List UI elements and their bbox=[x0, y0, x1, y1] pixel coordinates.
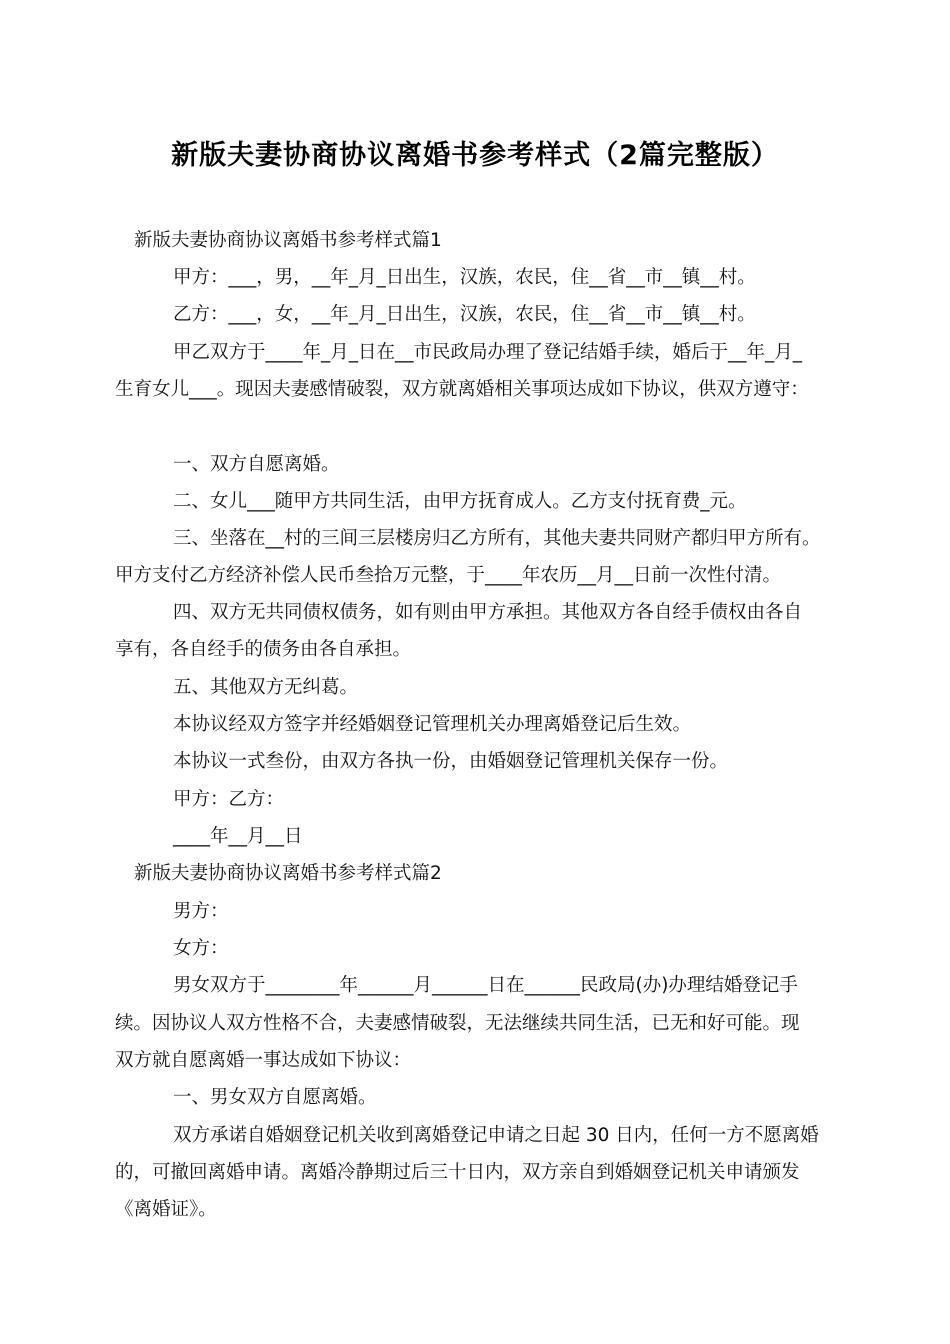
document-title: 新版夫妻协商协议离婚书参考样式（2篇完整版） bbox=[171, 140, 779, 171]
clause-4-cont: 享有，各自经手的债务由各自承担。 bbox=[115, 639, 412, 660]
party-b-line: 乙方：___，女，__年_月_日出生，汉族，农民，住__省__市__镇__村。 bbox=[173, 304, 756, 325]
paragraph-line: 《离婚证》。 bbox=[115, 1199, 217, 1220]
female-party-line: 女方： bbox=[173, 938, 229, 959]
clause-1-part-2: 一、男女双方自愿离婚。 bbox=[173, 1087, 377, 1108]
paragraph-line: 的，可撤回离婚申请。离婚冷静期过后三十日内，双方亲自到婚姻登记机关申请颁发 bbox=[115, 1162, 800, 1183]
paragraph-line: 男女双方于________年______月______日在______民政局(办)办理结婚登记手 bbox=[173, 975, 798, 996]
clause-4: 四、双方无共同债权债务，如有则由甲方承担。其他双方各自经手债权由各自 bbox=[173, 602, 803, 623]
paragraph-line: 续。因协议人双方性格不合，夫妻感情破裂，无法继续共同生活，已无和好可能。现 bbox=[115, 1013, 800, 1034]
signature-line: 甲方：乙方： bbox=[173, 789, 285, 810]
clause-1: 一、双方自愿离婚。 bbox=[173, 454, 340, 475]
clause-2: 二、女儿___随甲方共同生活，由甲方抚育成人。乙方支付抚育费_元。 bbox=[173, 491, 747, 512]
paragraph-line: 双方承诺自婚姻登记机关收到离婚登记申请之日起 30 日内，任何一方不愿离婚 bbox=[173, 1125, 819, 1146]
effect-clause: 本协议经双方签字并经婚姻登记管理机关办理离婚登记后生效。 bbox=[173, 714, 692, 735]
clause-5: 五、其他双方无纠葛。 bbox=[173, 677, 359, 698]
section-heading-1: 新版夫妻协商协议离婚书参考样式篇1 bbox=[134, 230, 442, 251]
party-a-line: 甲方：___，男，__年_月_日出生，汉族，农民，住__省__市__镇__村。 bbox=[173, 267, 756, 288]
clause-3: 三、坐落在__村的三间三层楼房归乙方所有，其他夫妻共同财产都归甲方所有。 bbox=[173, 528, 821, 549]
male-party-line: 男方： bbox=[173, 901, 229, 922]
paragraph-line: 生育女儿___。现因夫妻感情破裂，双方就离婚相关事项达成如下协议，供双方遵守： bbox=[115, 379, 809, 400]
paragraph-line: 甲乙双方于____年_月_日在__市民政局办理了登记结婚手续，婚后于__年_月_ bbox=[173, 342, 803, 363]
section-heading-2: 新版夫妻协商协议离婚书参考样式篇2 bbox=[134, 863, 442, 884]
date-line: ____年__月__日 bbox=[173, 826, 303, 847]
clause-3-cont: 甲方支付乙方经济补偿人民币叁拾万元整，于____年农历__月__日前一次性付清。 bbox=[115, 565, 782, 586]
paragraph-line: 双方就自愿离婚一事达成如下协议： bbox=[115, 1050, 412, 1071]
copies-clause: 本协议一式叁份，由双方各执一份，由婚姻登记管理机关保存一份。 bbox=[173, 751, 729, 772]
